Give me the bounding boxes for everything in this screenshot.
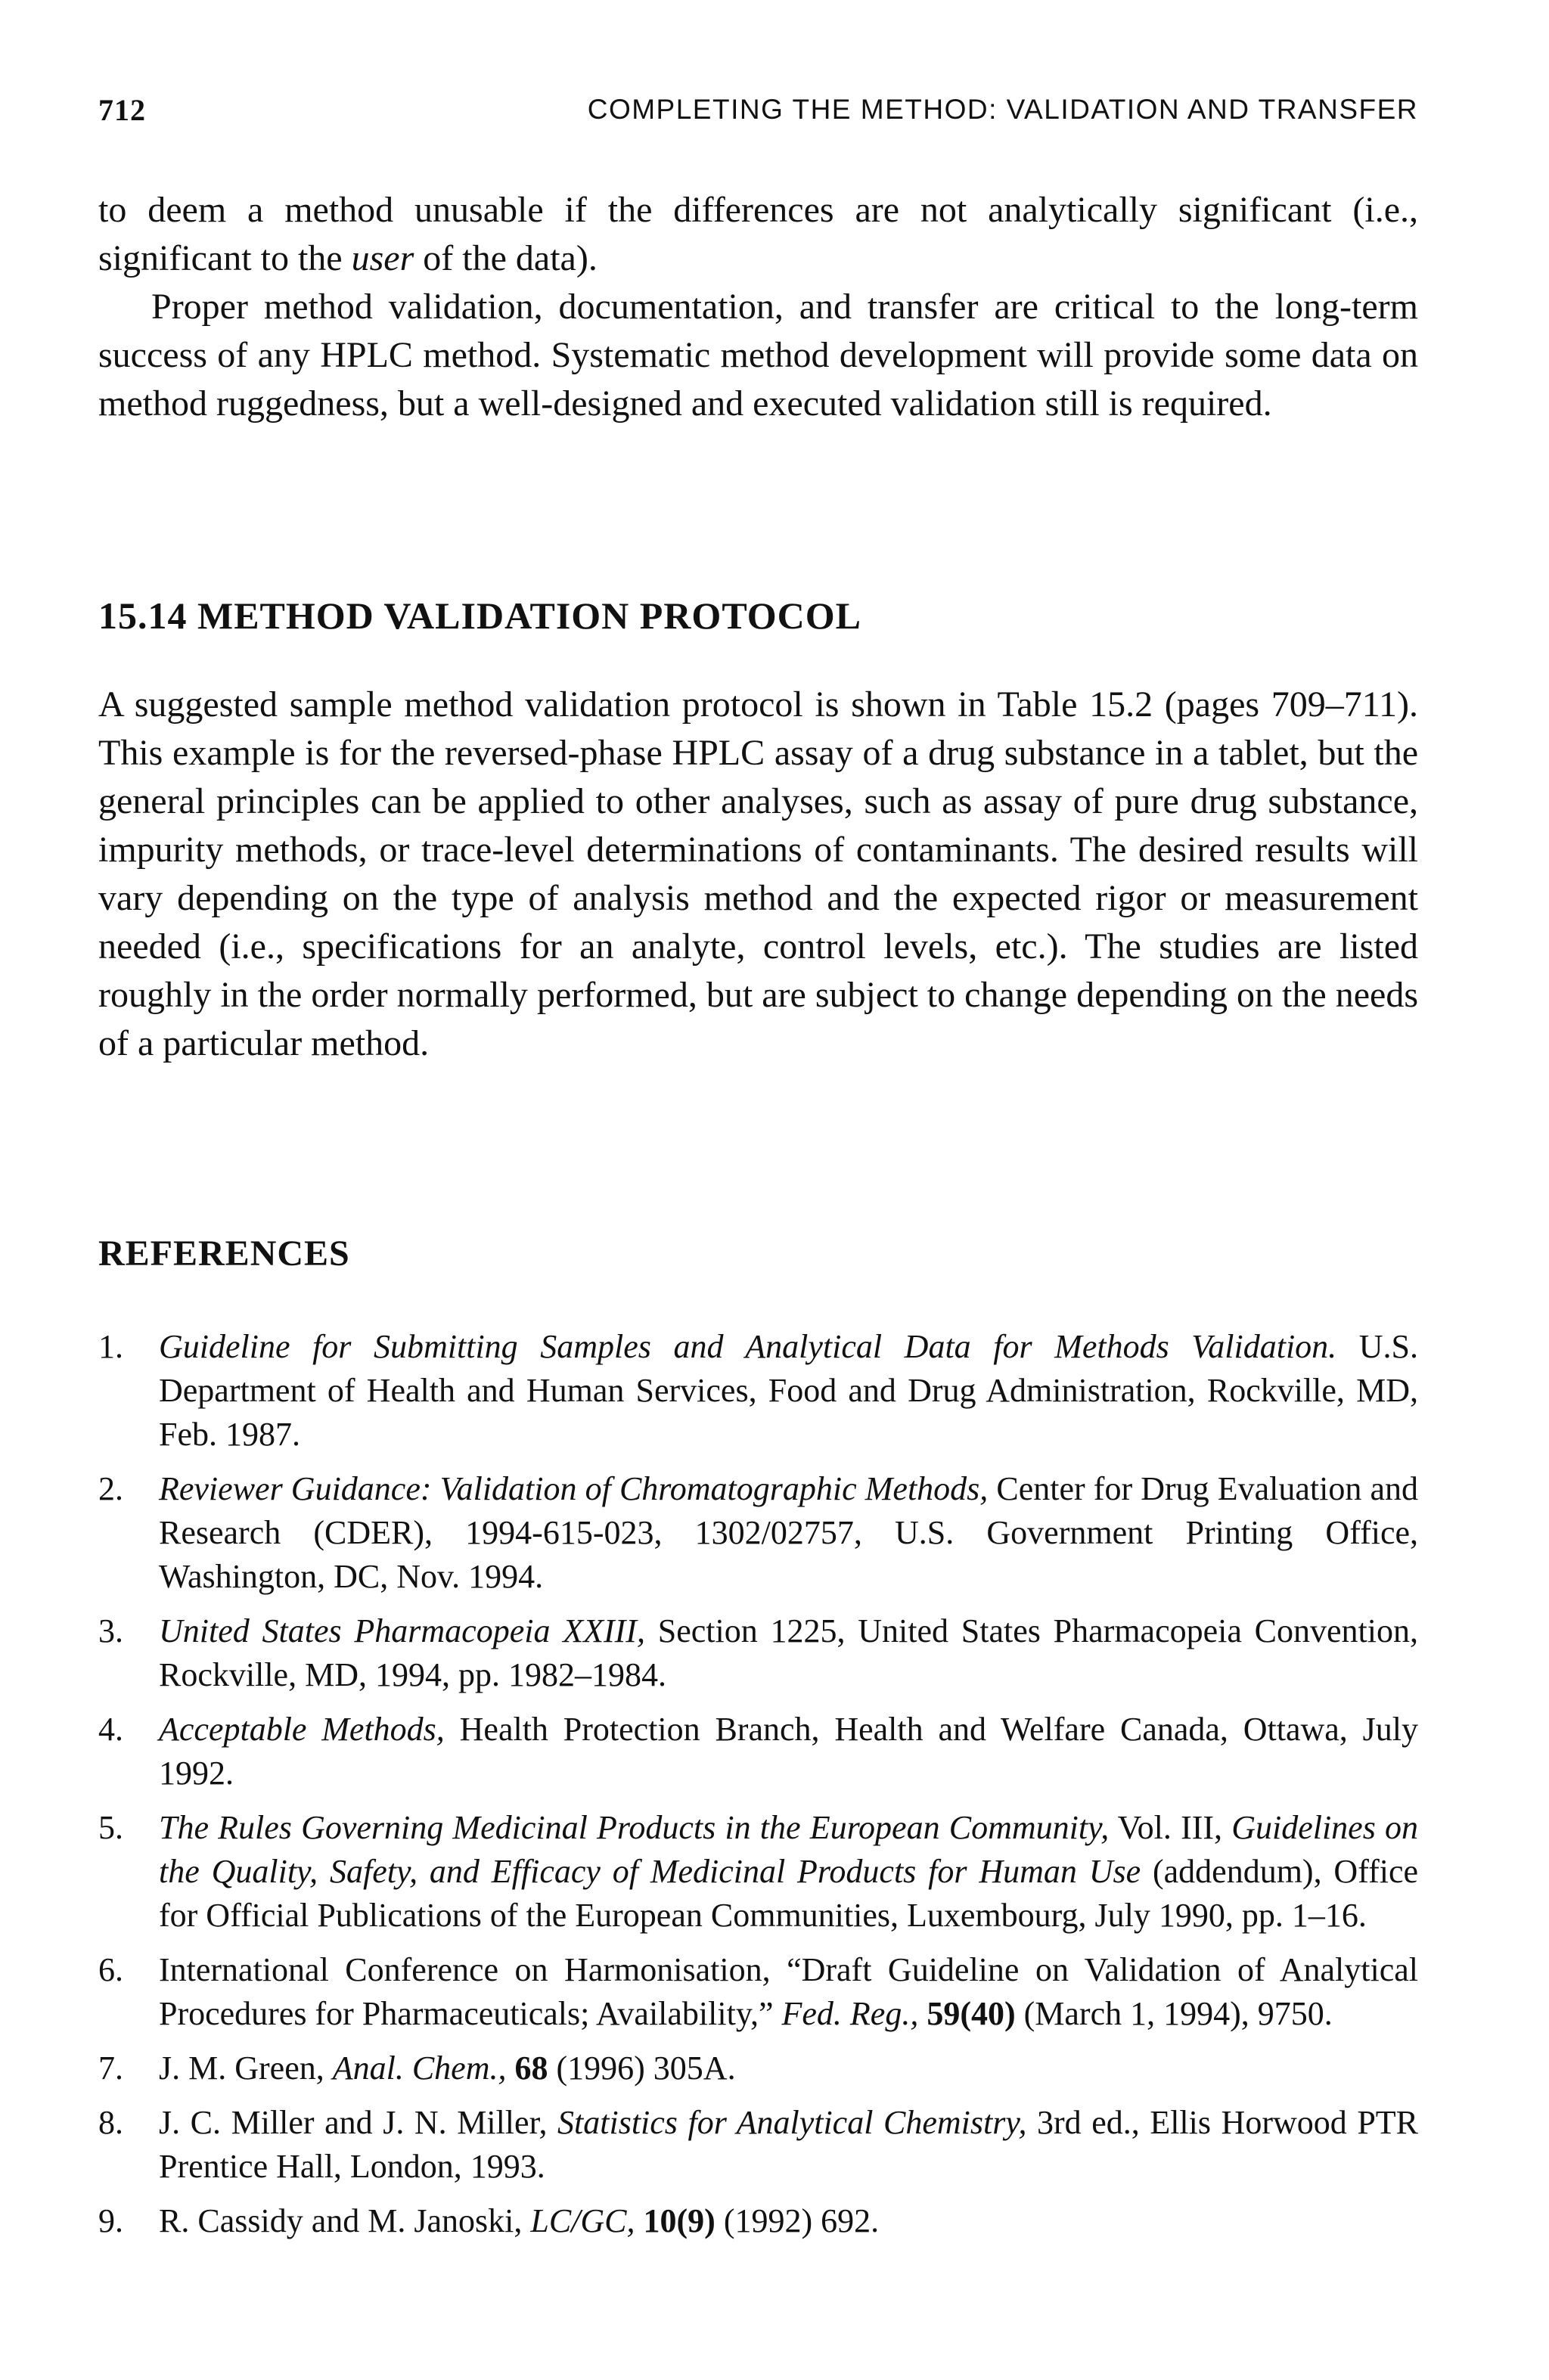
reference-item: 1. Guideline for Submitting Samples and Analytical Data for Methods Validation. U.S. Department of Health and Human Services, Food and Drug Administration, Rockville, MD, Feb. 1987. [98,1328,1418,1453]
reference-list [98,1325,1418,2254]
intro-paragraph-2: Proper method validation, documentation, and transfer are critical to the long-term success of any HPLC method. Systematic method development will provide some data on method ruggedness, but a well-designed and executed validation still is required. [98,287,1418,424]
reference-item: 3. United States Pharmacopeia XXIII, Section 1225, United States Pharmacopeia Convention, Rockville, MD, 1994, pp. 1982–1984. [98,1612,1418,1693]
intro-paragraph-1: to deem a method unusable if the differences are not analytically significant (i.e., significant to the user of the data). [98,190,1418,278]
running-title: COMPLETING THE METHOD: VALIDATION AND TRANSFER [587,94,1418,125]
section-body: A suggested sample method validation protocol is shown in Table 15.2 (pages 709–711). This example is for the reversed-phase HPLC assay of a drug substance in a tablet, but the general principles can be applied to other analyses, such as assay of pure drug substance, impurity methods, or trace-level determinations of contaminants. The desired results will vary depending on the type of analysis method and the expected rigor or measurement needed (i.e., specifications for an analyte, control levels, etc.). The studies are listed roughly in the order normally performed, but are subject to change depending on the needs of a particular method. [98,684,1418,1063]
reference-item: 9. R. Cassidy and M. Janoski, LC/GC, 10(9) (1992) 692. [98,2202,880,2239]
section-heading: 15.14 METHOD VALIDATION PROTOCOL [98,594,862,637]
reference-item: 2. Reviewer Guidance: Validation of Chromatographic Methods, Center for Drug Evaluation and Research (CDER), 1994-615-023, 1302/02757, U.S. Government Printing Office, Washington, DC, Nov. 1994. [98,1470,1418,1595]
reference-item: 7. J. M. Green, Anal. Chem., 68 (1996) 305A. [98,2050,736,2087]
reference-item: 6. International Conference on Harmonisation, “Draft Guideline on Validation of Analytical Procedures for Pharmaceuticals; Availability,” Fed. Reg., 59(40) (March 1, 1994), 9750. [98,1951,1418,2032]
reference-item: 4. Acceptable Methods, Health Protection Branch, Health and Welfare Canada, Ottawa, July 1992. [98,1711,1418,1792]
intro-paragraphs [98,186,1418,428]
references-heading: REFERENCES [98,1233,350,1274]
reference-item: 8. J. C. Miller and J. N. Miller, Statistics for Analytical Chemistry, 3rd ed., Ellis Horwood PTR Prentice Hall, London, 1993. [98,2104,1419,2185]
running-header [98,92,1418,138]
reference-item: 5. The Rules Governing Medicinal Products in the European Community, Vol. III, Guidelines on the Quality, Safety, and Efficacy of Medicinal Products for Human Use (addendum), Office for Official Publications of the European Communities, Luxembourg, July 1990, pp. 1–16. [98,1809,1419,1934]
page-number: 712 [98,93,146,127]
